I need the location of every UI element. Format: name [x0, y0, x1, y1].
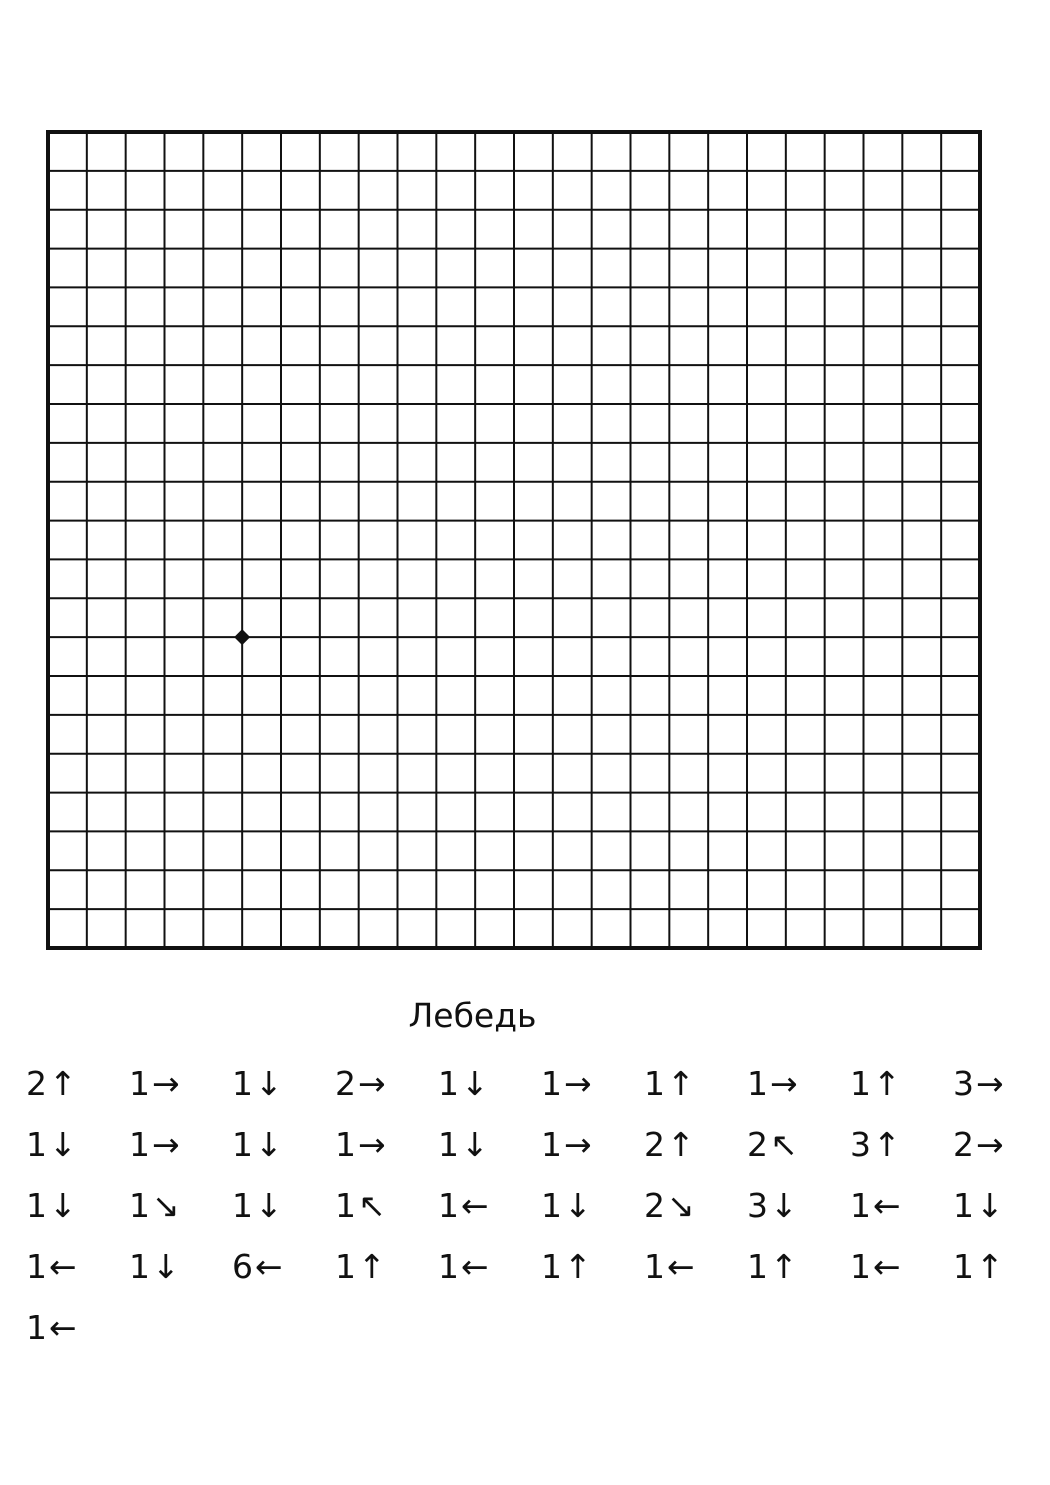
step-instruction: [541, 1058, 644, 1119]
step-instruction: [335, 1058, 438, 1119]
step-arrow-icon: →: [152, 1064, 180, 1103]
step-instruction: [438, 1241, 541, 1302]
step-instruction: [335, 1119, 438, 1180]
step-count: 1: [232, 1064, 253, 1103]
step-count: 1: [541, 1247, 562, 1286]
step-arrow-icon: ←: [255, 1247, 283, 1286]
step-instruction: [644, 1058, 747, 1119]
step-arrow-icon: →: [976, 1125, 1004, 1164]
step-arrow-icon: ↑: [667, 1064, 695, 1103]
step-arrow-icon: ↓: [461, 1064, 489, 1103]
step-arrow-icon: ←: [873, 1186, 901, 1225]
step-count: 1: [438, 1247, 459, 1286]
step-count: 1: [953, 1247, 974, 1286]
step-instruction: [953, 1119, 1050, 1180]
step-arrow-icon: ↓: [49, 1186, 77, 1225]
step-count: 1: [438, 1186, 459, 1225]
step-arrow-icon: ↖: [770, 1125, 798, 1164]
step-count: 1: [129, 1186, 150, 1225]
step-instruction: [232, 1180, 335, 1241]
step-arrow-icon: ↓: [770, 1186, 798, 1225]
step-instruction: [644, 1241, 747, 1302]
step-arrow-icon: ↑: [564, 1247, 592, 1286]
step-arrow-icon: ↓: [152, 1247, 180, 1286]
step-instruction: [850, 1180, 953, 1241]
step-arrow-icon: ↖: [358, 1186, 386, 1225]
step-instruction: [644, 1119, 747, 1180]
step-arrow-icon: →: [770, 1064, 798, 1103]
step-arrow-icon: →: [358, 1064, 386, 1103]
step-count: 1: [541, 1186, 562, 1225]
step-instruction: [850, 1119, 953, 1180]
step-instruction: [335, 1180, 438, 1241]
step-count: 1: [26, 1308, 47, 1347]
step-count: 1: [335, 1125, 356, 1164]
step-instruction: [747, 1241, 850, 1302]
step-count: 6: [232, 1247, 253, 1286]
step-instruction: [129, 1241, 232, 1302]
step-instruction: [644, 1180, 747, 1241]
step-count: 2: [335, 1064, 356, 1103]
step-arrow-icon: ↓: [255, 1125, 283, 1164]
step-count: 1: [541, 1064, 562, 1103]
step-count: 2: [953, 1125, 974, 1164]
step-instruction: [541, 1180, 644, 1241]
step-arrow-icon: ↘: [152, 1186, 180, 1225]
start-point-marker: [234, 629, 250, 645]
step-count: 1: [953, 1186, 974, 1225]
step-count: 1: [850, 1247, 871, 1286]
step-count: 1: [747, 1064, 768, 1103]
step-instruction: [541, 1241, 644, 1302]
step-count: 2: [26, 1064, 47, 1103]
step-instruction: [850, 1241, 953, 1302]
step-arrow-icon: ↓: [49, 1125, 77, 1164]
step-count: 1: [26, 1125, 47, 1164]
step-count: 1: [232, 1125, 253, 1164]
steps-list: [26, 1058, 1036, 1363]
step-arrow-icon: ↓: [564, 1186, 592, 1225]
step-count: 1: [129, 1247, 150, 1286]
step-arrow-icon: ↑: [976, 1247, 1004, 1286]
step-instruction: [129, 1058, 232, 1119]
step-count: 3: [953, 1064, 974, 1103]
step-instruction: [438, 1058, 541, 1119]
step-arrow-icon: →: [152, 1125, 180, 1164]
step-arrow-icon: →: [564, 1125, 592, 1164]
step-count: 1: [335, 1186, 356, 1225]
step-instruction: [26, 1180, 129, 1241]
step-count: 1: [438, 1125, 459, 1164]
step-count: 1: [644, 1064, 665, 1103]
step-arrow-icon: ←: [461, 1186, 489, 1225]
step-instruction: [26, 1119, 129, 1180]
step-instruction: [438, 1180, 541, 1241]
step-arrow-icon: ↓: [976, 1186, 1004, 1225]
step-arrow-icon: ↓: [255, 1064, 283, 1103]
step-arrow-icon: →: [358, 1125, 386, 1164]
step-instruction: [26, 1302, 129, 1363]
step-count: 1: [26, 1247, 47, 1286]
step-instruction: [232, 1058, 335, 1119]
step-count: 1: [335, 1247, 356, 1286]
step-count: 2: [644, 1125, 665, 1164]
step-count: 1: [747, 1247, 768, 1286]
step-arrow-icon: ↑: [873, 1125, 901, 1164]
step-count: 3: [747, 1186, 768, 1225]
step-count: 1: [129, 1125, 150, 1164]
step-count: 3: [850, 1125, 871, 1164]
step-arrow-icon: ↑: [49, 1064, 77, 1103]
step-instruction: [232, 1241, 335, 1302]
step-arrow-icon: ←: [667, 1247, 695, 1286]
step-count: 1: [644, 1247, 665, 1286]
step-instruction: [26, 1058, 129, 1119]
step-count: 1: [26, 1186, 47, 1225]
step-instruction: [335, 1241, 438, 1302]
step-count: 1: [541, 1125, 562, 1164]
step-arrow-icon: ↓: [255, 1186, 283, 1225]
step-instruction: [541, 1119, 644, 1180]
step-count: 1: [438, 1064, 459, 1103]
step-arrow-icon: ←: [49, 1308, 77, 1347]
step-arrow-icon: →: [976, 1064, 1004, 1103]
step-count: 1: [850, 1186, 871, 1225]
step-count: 2: [747, 1125, 768, 1164]
step-arrow-icon: ↑: [873, 1064, 901, 1103]
step-instruction: [747, 1180, 850, 1241]
step-instruction: [850, 1058, 953, 1119]
step-instruction: [438, 1119, 541, 1180]
step-instruction: [953, 1241, 1050, 1302]
step-arrow-icon: ↘: [667, 1186, 695, 1225]
step-arrow-icon: →: [564, 1064, 592, 1103]
step-instruction: [747, 1058, 850, 1119]
step-instruction: [232, 1119, 335, 1180]
step-arrow-icon: ↓: [461, 1125, 489, 1164]
step-arrow-icon: ←: [461, 1247, 489, 1286]
step-count: 2: [644, 1186, 665, 1225]
step-instruction: [953, 1180, 1050, 1241]
worksheet-title: Лебедь: [408, 996, 537, 1035]
step-arrow-icon: ↑: [770, 1247, 798, 1286]
step-instruction: [747, 1119, 850, 1180]
step-instruction: [129, 1180, 232, 1241]
step-count: 1: [232, 1186, 253, 1225]
step-instruction: [953, 1058, 1050, 1119]
step-arrow-icon: ←: [49, 1247, 77, 1286]
step-count: 1: [129, 1064, 150, 1103]
step-instruction: [129, 1119, 232, 1180]
step-arrow-icon: ↑: [667, 1125, 695, 1164]
step-instruction: [26, 1241, 129, 1302]
step-count: 1: [850, 1064, 871, 1103]
step-arrow-icon: ↑: [358, 1247, 386, 1286]
step-arrow-icon: ←: [873, 1247, 901, 1286]
